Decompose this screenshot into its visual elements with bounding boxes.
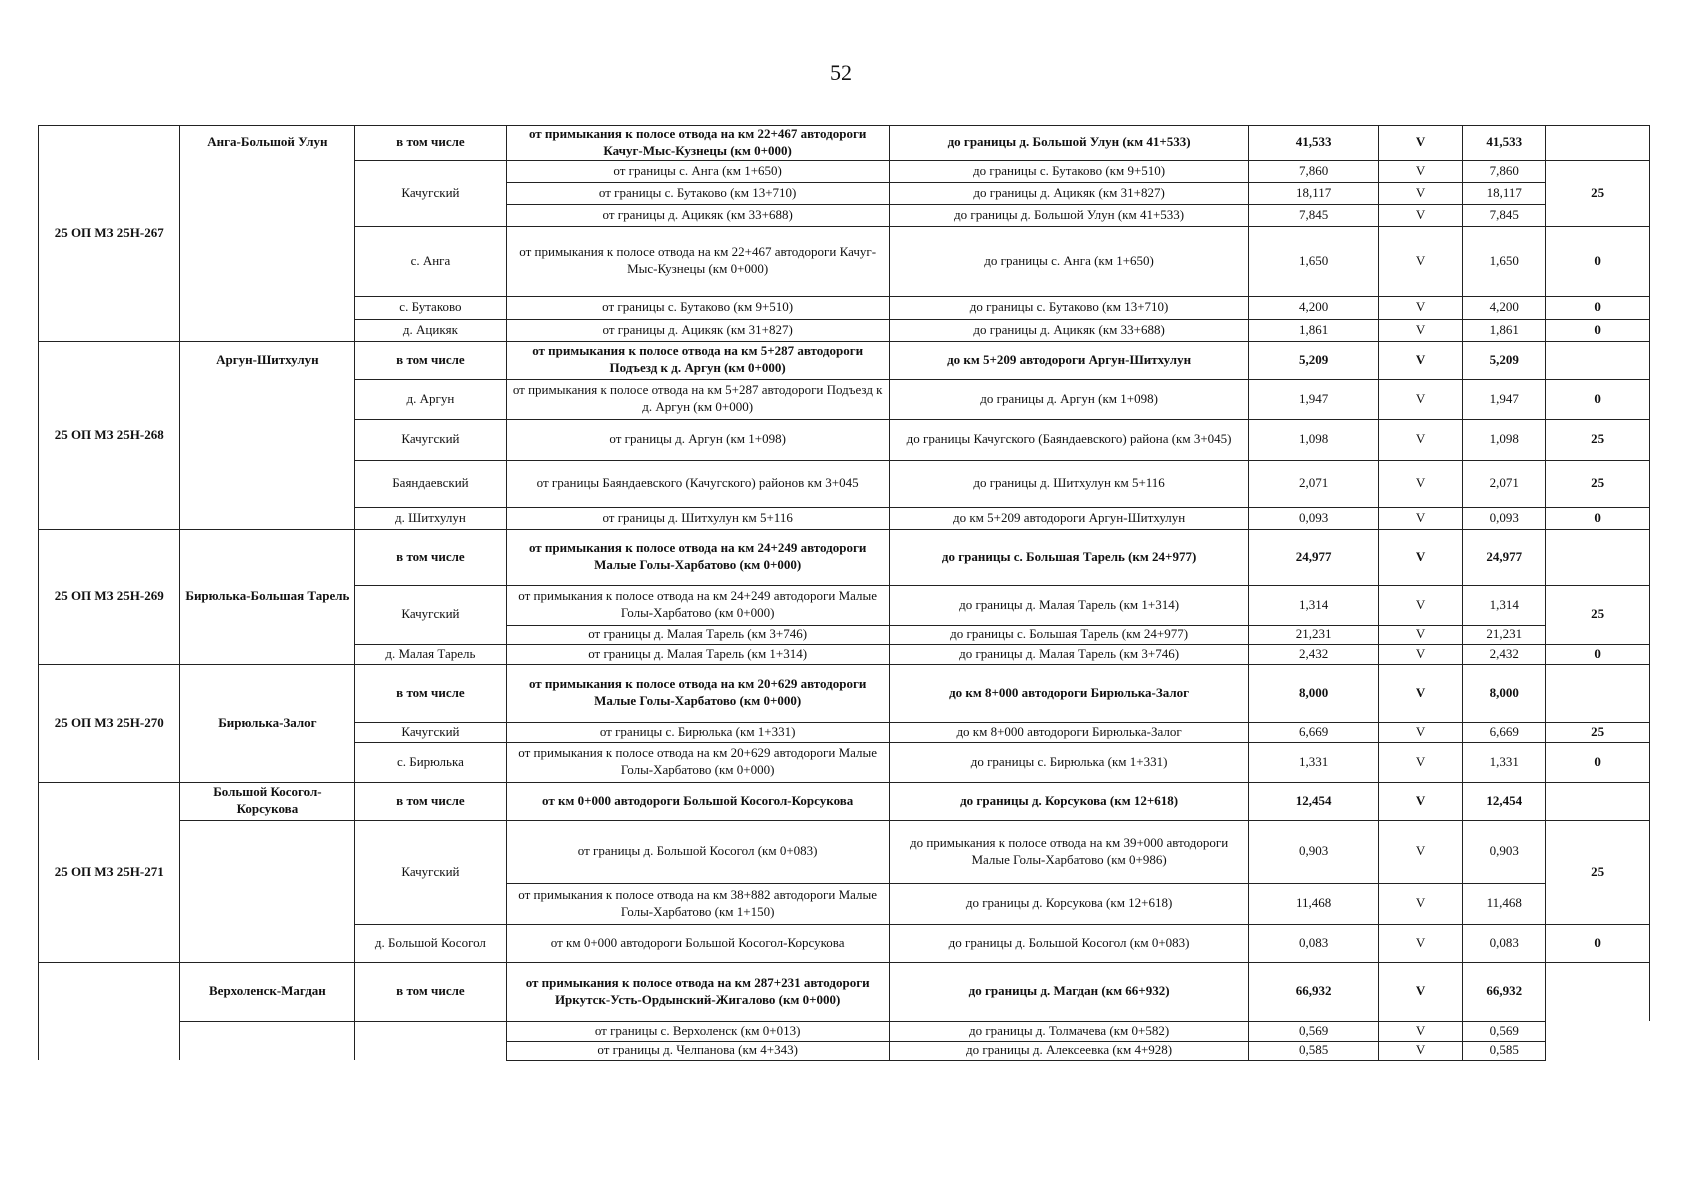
location-cell: в том числе bbox=[355, 962, 506, 1021]
length-cell: 11,468 bbox=[1249, 883, 1379, 924]
length-total-cell: 0,093 bbox=[1463, 507, 1546, 529]
location-cell: Качугский bbox=[355, 160, 506, 226]
road-name-continued bbox=[180, 1021, 355, 1060]
from-cell: от км 0+000 автодороги Большой Косогол-Корсукова bbox=[506, 924, 889, 962]
category-cell: V bbox=[1378, 160, 1462, 182]
location-cell bbox=[355, 1021, 506, 1060]
length-total-cell: 18,117 bbox=[1463, 182, 1546, 204]
share-cell: 25 bbox=[1546, 419, 1650, 460]
length-cell: 2,071 bbox=[1249, 460, 1379, 507]
location-cell: д. Аргун bbox=[355, 379, 506, 419]
length-total-cell: 1,331 bbox=[1463, 742, 1546, 782]
location-cell: с. Бирюлька bbox=[355, 742, 506, 782]
share-cell bbox=[1546, 126, 1650, 161]
from-cell: от примыкания к полосе отвода на км 22+467 автодороги Качуг-Мыс-Кузнецы (км 0+000) bbox=[506, 226, 889, 296]
category-cell: V bbox=[1378, 529, 1462, 585]
from-cell: от границы с. Анга (км 1+650) bbox=[506, 160, 889, 182]
share-cell: 0 bbox=[1546, 319, 1650, 341]
length-total-cell: 7,845 bbox=[1463, 204, 1546, 226]
from-cell: от примыкания к полосе отвода на км 5+287 автодороги Подъезд к д. Аргун (км 0+000) bbox=[506, 379, 889, 419]
to-cell: до км 5+209 автодороги Аргун-Шитхулун bbox=[889, 341, 1249, 379]
length-cell: 0,083 bbox=[1249, 924, 1379, 962]
road-name: Верхоленск-Магдан bbox=[180, 962, 355, 1021]
to-cell: до границы д. Большой Улун (км 41+533) bbox=[889, 204, 1249, 226]
from-cell: от границы с. Бирюлька (км 1+331) bbox=[506, 722, 889, 742]
length-total-cell: 21,231 bbox=[1463, 625, 1546, 644]
share-cell: 25 bbox=[1546, 160, 1650, 226]
category-cell: V bbox=[1378, 182, 1462, 204]
from-cell: от границы д. Ацикяк (км 33+688) bbox=[506, 204, 889, 226]
location-cell: Качугский bbox=[355, 419, 506, 460]
length-cell: 1,314 bbox=[1249, 585, 1379, 625]
table-row bbox=[39, 782, 1650, 820]
table-row bbox=[39, 820, 1650, 883]
to-cell: до км 8+000 автодороги Бирюлька-Залог bbox=[889, 664, 1249, 722]
length-cell: 12,454 bbox=[1249, 782, 1379, 820]
length-total-cell: 1,098 bbox=[1463, 419, 1546, 460]
from-cell: от границы с. Бутаково (км 9+510) bbox=[506, 296, 889, 319]
length-cell: 1,331 bbox=[1249, 742, 1379, 782]
length-total-cell: 11,468 bbox=[1463, 883, 1546, 924]
length-cell: 1,650 bbox=[1249, 226, 1379, 296]
length-total-cell: 8,000 bbox=[1463, 664, 1546, 722]
from-cell: от примыкания к полосе отвода на км 22+467 автодороги Качуг-Мыс-Кузнецы (км 0+000) bbox=[506, 126, 889, 161]
to-cell: до границы д. Корсукова (км 12+618) bbox=[889, 883, 1249, 924]
from-cell: от границы д. Малая Тарель (км 1+314) bbox=[506, 644, 889, 664]
to-cell: до границы с. Большая Тарель (км 24+977) bbox=[889, 625, 1249, 644]
share-cell: 0 bbox=[1546, 379, 1650, 419]
length-total-cell: 0,903 bbox=[1463, 820, 1546, 883]
page-number: 52 bbox=[830, 60, 852, 85]
to-cell: до границы д. Толмачева (км 0+582) bbox=[889, 1021, 1249, 1041]
location-cell: Качугский bbox=[355, 820, 506, 924]
category-cell: V bbox=[1378, 962, 1462, 1021]
from-cell: от примыкания к полосе отвода на км 20+629 автодороги Малые Голы-Харбатово (км 0+000) bbox=[506, 664, 889, 722]
category-cell: V bbox=[1378, 1021, 1462, 1041]
roads-table bbox=[38, 125, 1650, 1061]
road-code: 25 ОП МЗ 25Н-267 bbox=[39, 126, 180, 342]
road-code bbox=[39, 962, 180, 1060]
from-cell: от примыкания к полосе отвода на км 5+287 автодороги Подъезд к д. Аргун (км 0+000) bbox=[506, 341, 889, 379]
to-cell: до границы д. Шитхулун км 5+116 bbox=[889, 460, 1249, 507]
length-cell: 21,231 bbox=[1249, 625, 1379, 644]
table-row bbox=[39, 962, 1650, 1021]
table-row bbox=[39, 126, 1650, 161]
location-cell: д. Малая Тарель bbox=[355, 644, 506, 664]
location-cell: в том числе bbox=[355, 126, 506, 161]
share-cell bbox=[1546, 782, 1650, 820]
location-cell: с. Бутаково bbox=[355, 296, 506, 319]
share-cell bbox=[1546, 1021, 1650, 1060]
road-code: 25 ОП МЗ 25Н-268 bbox=[39, 341, 180, 529]
category-cell: V bbox=[1378, 742, 1462, 782]
location-cell: с. Анга bbox=[355, 226, 506, 296]
length-total-cell: 4,200 bbox=[1463, 296, 1546, 319]
category-cell: V bbox=[1378, 644, 1462, 664]
table-row bbox=[39, 1021, 1650, 1041]
to-cell: до границы с. Бирюлька (км 1+331) bbox=[889, 742, 1249, 782]
to-cell: до границы Качугского (Баяндаевского) района (км 3+045) bbox=[889, 419, 1249, 460]
location-cell: в том числе bbox=[355, 664, 506, 722]
category-cell: V bbox=[1378, 782, 1462, 820]
to-cell: до границы д. Ацикяк (км 33+688) bbox=[889, 319, 1249, 341]
length-total-cell: 24,977 bbox=[1463, 529, 1546, 585]
length-total-cell: 1,314 bbox=[1463, 585, 1546, 625]
location-cell: д. Ацикяк bbox=[355, 319, 506, 341]
to-cell: до границы д. Аргун (км 1+098) bbox=[889, 379, 1249, 419]
length-total-cell: 5,209 bbox=[1463, 341, 1546, 379]
from-cell: от примыкания к полосе отвода на км 38+882 автодороги Малые Голы-Харбатово (км 1+150) bbox=[506, 883, 889, 924]
road-name: Аргун-Шитхулун bbox=[180, 341, 355, 529]
share-cell bbox=[1546, 341, 1650, 379]
length-cell: 0,585 bbox=[1249, 1041, 1379, 1060]
category-cell: V bbox=[1378, 1041, 1462, 1060]
from-cell: от границы д. Челпанова (км 4+343) bbox=[506, 1041, 889, 1060]
length-total-cell: 7,860 bbox=[1463, 160, 1546, 182]
from-cell: от границы д. Малая Тарель (км 3+746) bbox=[506, 625, 889, 644]
length-total-cell: 66,932 bbox=[1463, 962, 1546, 1021]
category-cell: V bbox=[1378, 204, 1462, 226]
length-total-cell: 1,947 bbox=[1463, 379, 1546, 419]
length-total-cell: 6,669 bbox=[1463, 722, 1546, 742]
length-cell: 1,947 bbox=[1249, 379, 1379, 419]
length-cell: 1,861 bbox=[1249, 319, 1379, 341]
road-name: Большой Косогол-Корсукова bbox=[180, 782, 355, 820]
from-cell: от границы д. Большой Косогол (км 0+083) bbox=[506, 820, 889, 883]
category-cell: V bbox=[1378, 419, 1462, 460]
share-cell: 0 bbox=[1546, 296, 1650, 319]
from-cell: от границы д. Ацикяк (км 31+827) bbox=[506, 319, 889, 341]
to-cell: до границы д. Большой Косогол (км 0+083) bbox=[889, 924, 1249, 962]
road-name: Бирюлька-Большая Тарель bbox=[180, 529, 355, 664]
category-cell: V bbox=[1378, 379, 1462, 419]
from-cell: от примыкания к полосе отвода на км 287+231 автодороги Иркутск-Усть-Ордынский-Жигалово (км 0+000) bbox=[506, 962, 889, 1021]
length-cell: 24,977 bbox=[1249, 529, 1379, 585]
share-cell: 0 bbox=[1546, 226, 1650, 296]
from-cell: от границы с. Верхоленск (км 0+013) bbox=[506, 1021, 889, 1041]
share-cell: 25 bbox=[1546, 820, 1650, 924]
length-cell: 6,669 bbox=[1249, 722, 1379, 742]
category-cell: V bbox=[1378, 341, 1462, 379]
category-cell: V bbox=[1378, 924, 1462, 962]
category-cell: V bbox=[1378, 319, 1462, 341]
share-cell: 25 bbox=[1546, 722, 1650, 742]
from-cell: от примыкания к полосе отвода на км 24+249 автодороги Малые Голы-Харбатово (км 0+000) bbox=[506, 529, 889, 585]
category-cell: V bbox=[1378, 820, 1462, 883]
length-total-cell: 2,432 bbox=[1463, 644, 1546, 664]
location-cell: в том числе bbox=[355, 782, 506, 820]
to-cell: до границы с. Анга (км 1+650) bbox=[889, 226, 1249, 296]
category-cell: V bbox=[1378, 460, 1462, 507]
length-cell: 2,432 bbox=[1249, 644, 1379, 664]
location-cell: Качугский bbox=[355, 722, 506, 742]
share-cell: 25 bbox=[1546, 585, 1650, 644]
category-cell: V bbox=[1378, 126, 1462, 161]
share-cell: 25 bbox=[1546, 460, 1650, 507]
length-cell: 5,209 bbox=[1249, 341, 1379, 379]
length-total-cell: 0,569 bbox=[1463, 1021, 1546, 1041]
location-cell: Качугский bbox=[355, 585, 506, 644]
road-name-continued bbox=[180, 820, 355, 962]
category-cell: V bbox=[1378, 883, 1462, 924]
length-total-cell: 12,454 bbox=[1463, 782, 1546, 820]
share-cell: 0 bbox=[1546, 644, 1650, 664]
location-cell: в том числе bbox=[355, 529, 506, 585]
from-cell: от примыкания к полосе отвода на км 20+629 автодороги Малые Голы-Харбатово (км 0+000) bbox=[506, 742, 889, 782]
from-cell: от границы с. Бутаково (км 13+710) bbox=[506, 182, 889, 204]
to-cell: до примыкания к полосе отвода на км 39+000 автодороги Малые Голы-Харбатово (км 0+986) bbox=[889, 820, 1249, 883]
length-cell: 4,200 bbox=[1249, 296, 1379, 319]
length-total-cell: 41,533 bbox=[1463, 126, 1546, 161]
to-cell: до км 5+209 автодороги Аргун-Шитхулун bbox=[889, 507, 1249, 529]
to-cell: до границы д. Ацикяк (км 31+827) bbox=[889, 182, 1249, 204]
from-cell: от границы д. Шитхулун км 5+116 bbox=[506, 507, 889, 529]
length-cell: 0,569 bbox=[1249, 1021, 1379, 1041]
length-total-cell: 1,650 bbox=[1463, 226, 1546, 296]
to-cell: до границы д. Большой Улун (км 41+533) bbox=[889, 126, 1249, 161]
to-cell: до границы д. Алексеевка (км 4+928) bbox=[889, 1041, 1249, 1060]
location-cell: д. Шитхулун bbox=[355, 507, 506, 529]
road-name: Анга-Большой Улун bbox=[180, 126, 355, 342]
to-cell: до границы д. Малая Тарель (км 1+314) bbox=[889, 585, 1249, 625]
category-cell: V bbox=[1378, 585, 1462, 625]
to-cell: до границы д. Корсукова (км 12+618) bbox=[889, 782, 1249, 820]
table-row bbox=[39, 341, 1650, 379]
table-row bbox=[39, 664, 1650, 722]
from-cell: от км 0+000 автодороги Большой Косогол-Корсукова bbox=[506, 782, 889, 820]
length-cell: 41,533 bbox=[1249, 126, 1379, 161]
road-code: 25 ОП МЗ 25Н-269 bbox=[39, 529, 180, 664]
to-cell: до границы д. Малая Тарель (км 3+746) bbox=[889, 644, 1249, 664]
category-cell: V bbox=[1378, 226, 1462, 296]
category-cell: V bbox=[1378, 664, 1462, 722]
length-total-cell: 0,585 bbox=[1463, 1041, 1546, 1060]
category-cell: V bbox=[1378, 722, 1462, 742]
to-cell: до границы с. Бутаково (км 9+510) bbox=[889, 160, 1249, 182]
road-name: Бирюлька-Залог bbox=[180, 664, 355, 782]
from-cell: от границы д. Аргун (км 1+098) bbox=[506, 419, 889, 460]
from-cell: от границы Баяндаевского (Качугского) районов км 3+045 bbox=[506, 460, 889, 507]
category-cell: V bbox=[1378, 296, 1462, 319]
length-cell: 1,098 bbox=[1249, 419, 1379, 460]
length-cell: 7,860 bbox=[1249, 160, 1379, 182]
to-cell: до км 8+000 автодороги Бирюлька-Залог bbox=[889, 722, 1249, 742]
share-cell: 0 bbox=[1546, 924, 1650, 962]
length-cell: 0,903 bbox=[1249, 820, 1379, 883]
share-cell bbox=[1546, 962, 1650, 1021]
share-cell: 0 bbox=[1546, 742, 1650, 782]
table-row bbox=[39, 529, 1650, 585]
location-cell: в том числе bbox=[355, 341, 506, 379]
share-cell: 0 bbox=[1546, 507, 1650, 529]
from-cell: от примыкания к полосе отвода на км 24+249 автодороги Малые Голы-Харбатово (км 0+000) bbox=[506, 585, 889, 625]
location-cell: д. Большой Косогол bbox=[355, 924, 506, 962]
length-total-cell: 2,071 bbox=[1463, 460, 1546, 507]
length-cell: 7,845 bbox=[1249, 204, 1379, 226]
location-cell: Баяндаевский bbox=[355, 460, 506, 507]
length-cell: 18,117 bbox=[1249, 182, 1379, 204]
length-total-cell: 0,083 bbox=[1463, 924, 1546, 962]
length-cell: 8,000 bbox=[1249, 664, 1379, 722]
road-code: 25 ОП МЗ 25Н-271 bbox=[39, 782, 180, 962]
category-cell: V bbox=[1378, 507, 1462, 529]
to-cell: до границы с. Большая Тарель (км 24+977) bbox=[889, 529, 1249, 585]
share-cell bbox=[1546, 664, 1650, 722]
length-cell: 66,932 bbox=[1249, 962, 1379, 1021]
length-cell: 0,093 bbox=[1249, 507, 1379, 529]
share-cell bbox=[1546, 529, 1650, 585]
road-code: 25 ОП МЗ 25Н-270 bbox=[39, 664, 180, 782]
to-cell: до границы с. Бутаково (км 13+710) bbox=[889, 296, 1249, 319]
to-cell: до границы д. Магдан (км 66+932) bbox=[889, 962, 1249, 1021]
category-cell: V bbox=[1378, 625, 1462, 644]
length-total-cell: 1,861 bbox=[1463, 319, 1546, 341]
